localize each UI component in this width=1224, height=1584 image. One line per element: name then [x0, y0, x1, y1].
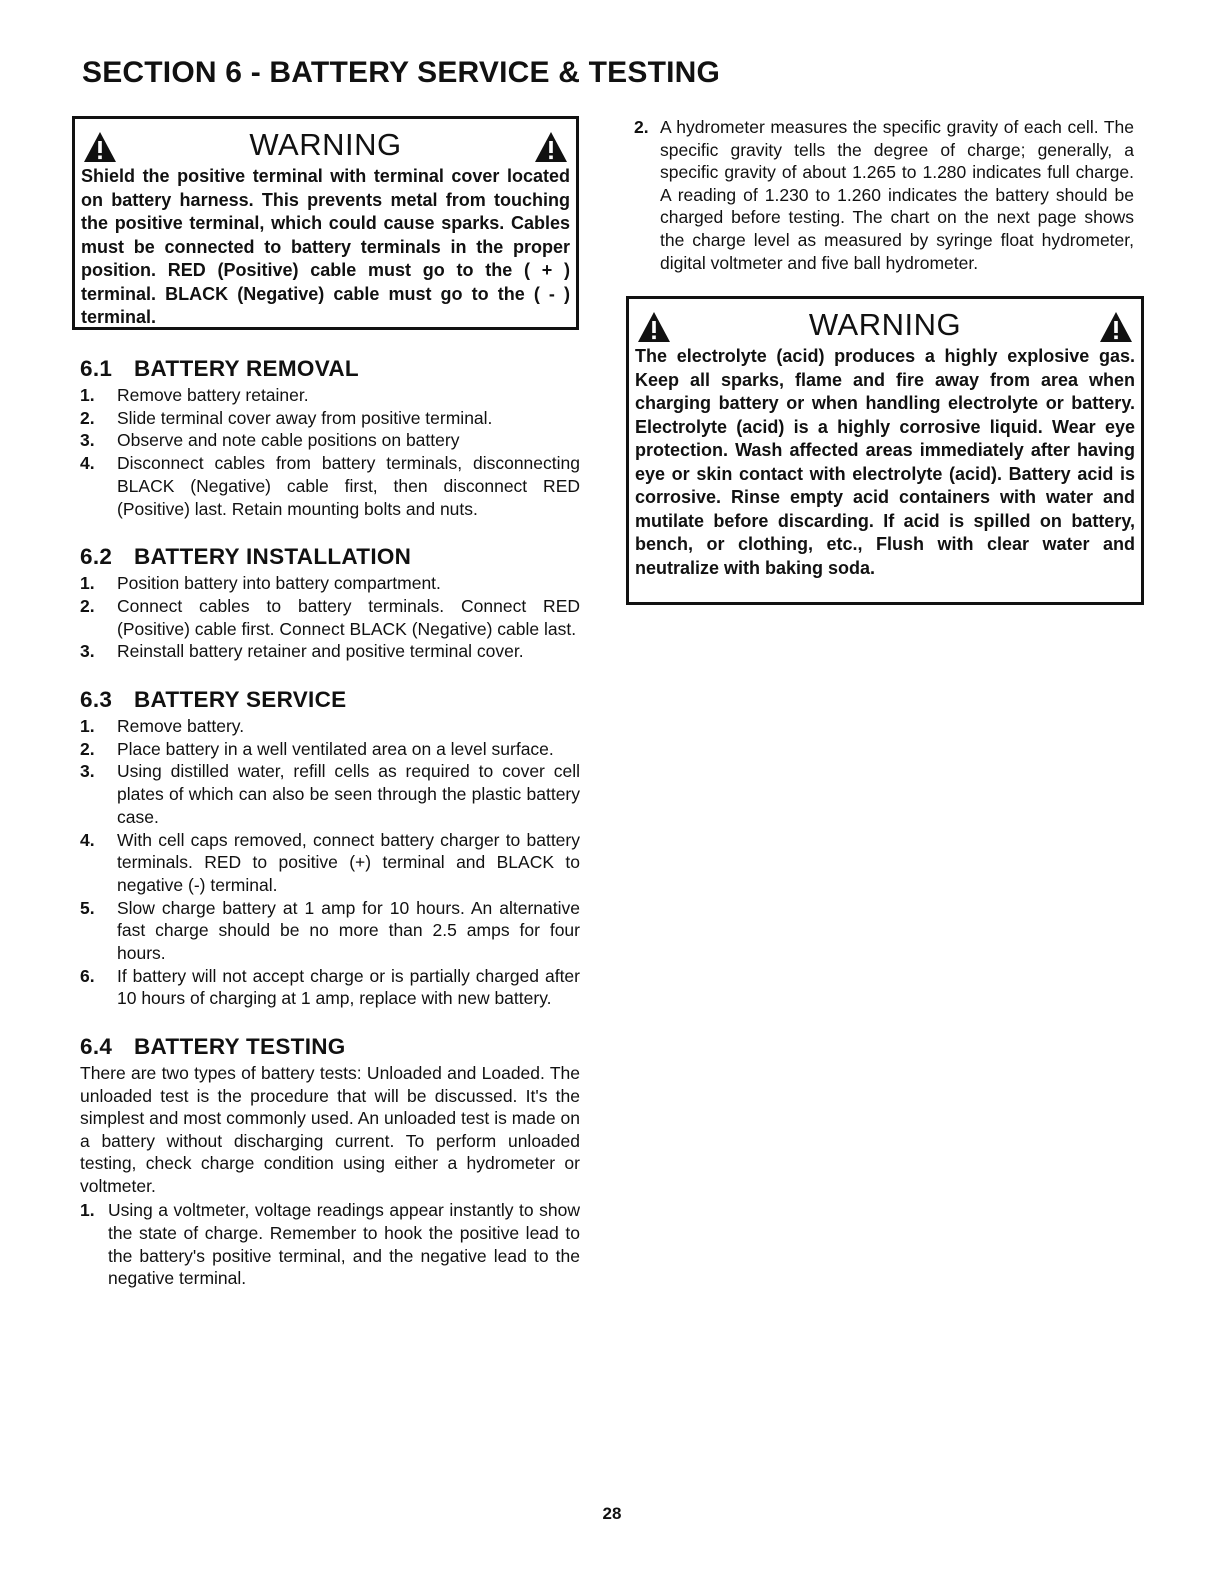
- section-6-4: [80, 1034, 580, 1290]
- list-item: 3. Observe and note cable positions on battery: [80, 430, 460, 451]
- list-item: 2. Connect cables to battery terminals. Connect RED (Positive) cable first. Connect BLACK (Negative) cable last.: [80, 595, 580, 639]
- list-item: 2. Slide terminal cover away from positive terminal.: [80, 407, 493, 428]
- step-list: [80, 384, 580, 520]
- section-6-1: [80, 356, 580, 520]
- page-title: SECTION 6 - BATTERY SERVICE & TESTING: [82, 56, 721, 89]
- step-list: [80, 572, 580, 663]
- testing-intro: There are two types of battery tests: Unloaded and Loaded. The unloaded test is the procedure that will be discussed. It's the simplest and most commonly used. An unloaded test is made on a battery without discharging current. To perform unloaded testing, check charge condition using either a hydrometer or voltmeter.: [80, 1063, 580, 1196]
- section-6-2: [80, 544, 580, 663]
- list-item: 3. Using distilled water, refill cells as required to cover cell plates of which can also be seen through the plastic battery case.: [80, 761, 580, 827]
- warning-triangle-icon: [534, 131, 568, 163]
- list-item: 1. Remove battery.: [80, 716, 245, 737]
- list-item: 4. Disconnect cables from battery terminals, disconnecting BLACK (Negative) cable first, then disconnect RED (Positive) last. Retain mounting bolts and nuts.: [80, 453, 580, 519]
- list-item: 1. Position battery into battery compartment.: [80, 573, 441, 594]
- section-title: 6.2 BATTERY INSTALLATION: [80, 544, 412, 570]
- warning-title: WARNING: [808, 307, 962, 343]
- warning-box-electrolyte: [626, 296, 1144, 605]
- warning-header: [81, 125, 570, 165]
- section-title: 6.3 BATTERY SERVICE: [80, 687, 347, 713]
- section-title: 6.4 BATTERY TESTING: [80, 1034, 346, 1060]
- step-list: [80, 1199, 580, 1290]
- warning-triangle-icon: [1099, 311, 1133, 343]
- warning-title: WARNING: [249, 127, 402, 162]
- list-item: 6. If battery will not accept charge or is partially charged after 10 hours of charging at 1 amp, replace with new battery.: [80, 965, 580, 1009]
- section-6-3: [80, 687, 580, 1010]
- right-column: [632, 116, 1134, 605]
- page-number: 28: [602, 1504, 622, 1523]
- left-column: [80, 116, 580, 1290]
- list-item: 2. Place battery in a well ventilated area on a level surface.: [80, 738, 554, 759]
- list-item: 4. With cell caps removed, connect battery charger to battery terminals. RED to positive (+) terminal and BLACK to negative (-) terminal.: [80, 829, 580, 895]
- warning-header: [635, 305, 1135, 345]
- list-item: 3. Reinstall battery retainer and positive terminal cover.: [80, 641, 524, 662]
- step-list: [80, 715, 580, 1010]
- warning-box-terminals: [72, 116, 579, 330]
- list-item: 1. Remove battery retainer.: [80, 385, 309, 405]
- warning-text: The electrolyte (acid) produces a highly explosive gas. Keep all sparks, flame and fire away from area when charging battery or when handling electrolyte or battery. Electrolyte (acid) is a highly corrosive liquid. Wear eye protection. Wash affected areas immediately after having eye or skin contact with electrolyte (acid). Battery acid is corrosive. Rinse empty acid containers with water and mutilate before discarding. If acid is spilled on battery, bench, or clothing, etc., Flush with clear water and neutralize with baking soda.: [635, 346, 1135, 578]
- list-item: 5. Slow charge battery at 1 amp for 10 hours. An alternative fast charge should be no more than 2.5 amps for four hours.: [80, 897, 580, 964]
- section-title: 6.1 BATTERY REMOVAL: [80, 356, 359, 381]
- warning-text: Shield the positive terminal with terminal cover located on battery harness. This prevents metal from touching the positive terminal, which could cause sparks. Cables must be connected to battery terminals in the proper position. RED (Positive) cable must go to the ( + ) terminal. BLACK (Negative) cable must go to the ( - ) terminal.: [81, 166, 570, 327]
- list-item: 1. Using a voltmeter, voltage readings appear instantly to show the state of charge. Remember to hook the positive lead to the battery's positive terminal, and the negative lead to the negative terminal.: [80, 1200, 580, 1289]
- list-item: 2. A hydrometer measures the specific gravity of each cell. The specific gravity tells the degree of charge; generally, a specific gravity of about 1.265 to 1.280 indicates full charge. A reading of 1.230 to 1.260 indicates the battery should be charged before testing. The chart on the next page shows the charge level as measured by syringe float hydrometer, digital voltmeter and five ball hydrometer.: [634, 117, 1134, 273]
